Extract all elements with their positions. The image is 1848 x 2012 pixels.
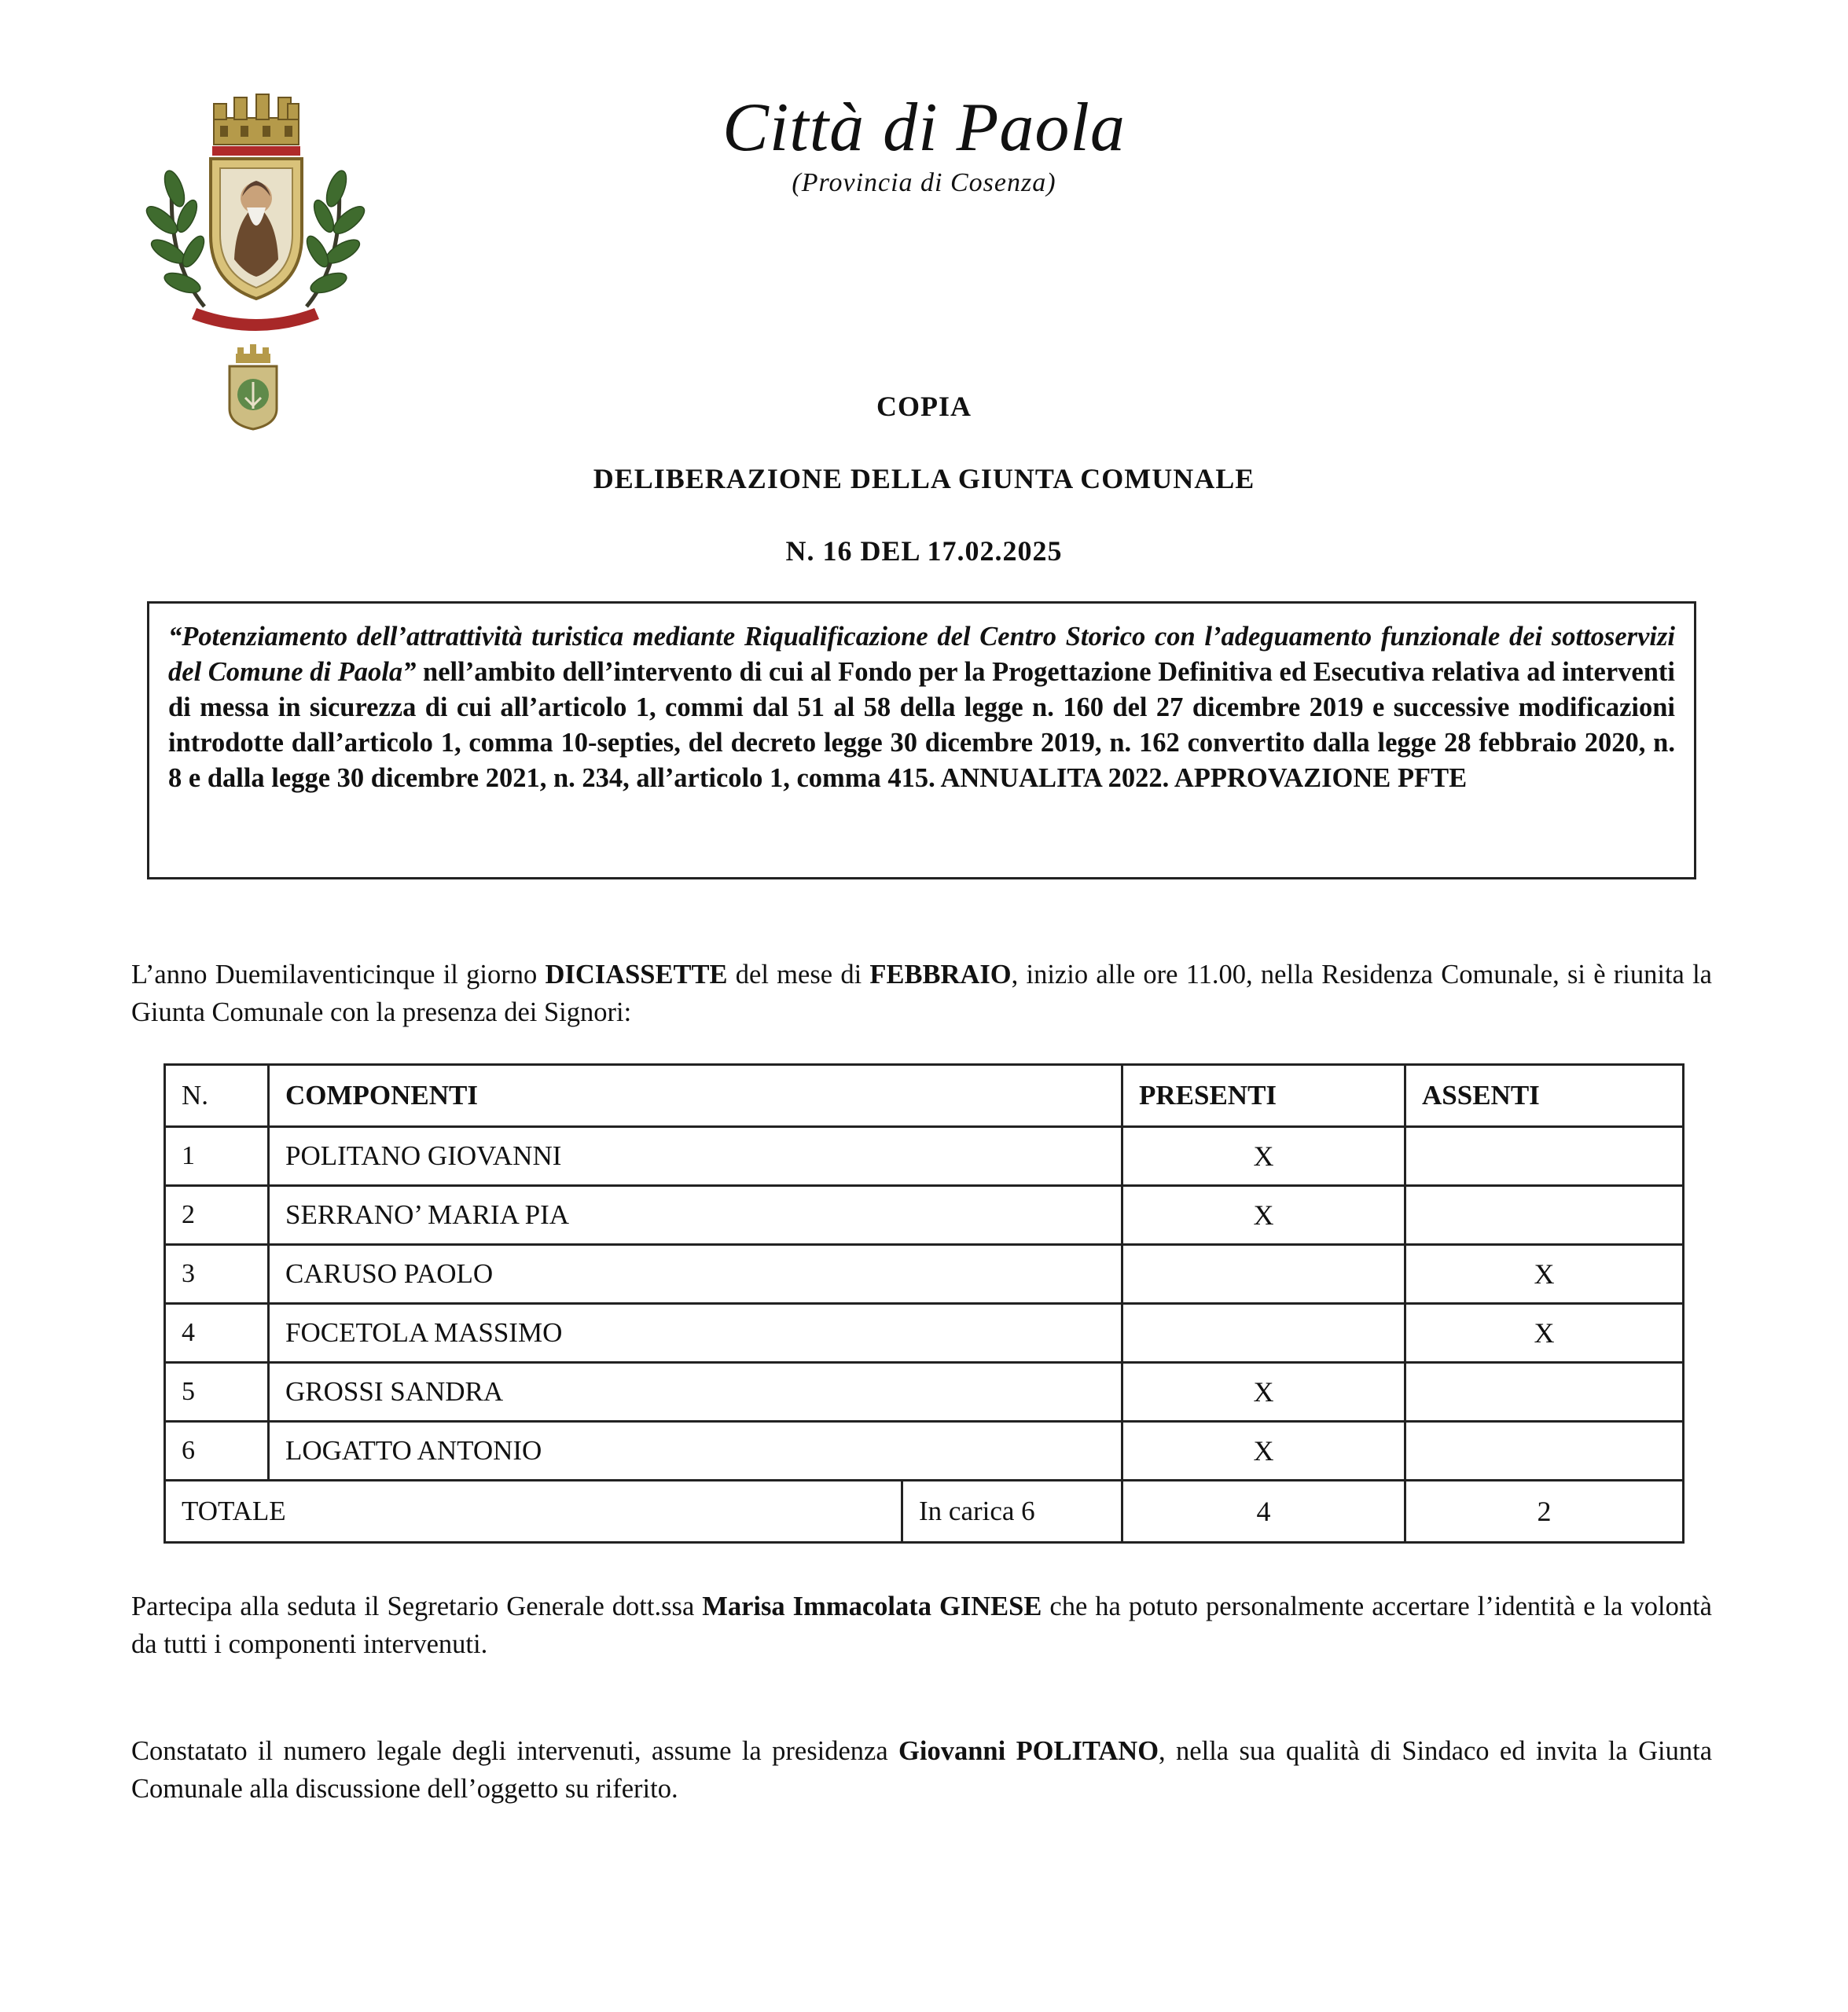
- quorum-paragraph: [131, 1732, 1712, 1808]
- table-row: [165, 1422, 1684, 1481]
- subject-text: [168, 619, 1675, 796]
- intro-text-1: L’anno Duemilaventicinque il giorno: [131, 960, 546, 989]
- row-number: 6: [165, 1422, 269, 1481]
- member-name: CARUSO PAOLO: [269, 1245, 1122, 1304]
- member-name: POLITANO GIOVANNI: [269, 1127, 1122, 1186]
- row-number: 4: [165, 1304, 269, 1363]
- participation-paragraph: [131, 1588, 1712, 1663]
- table-row: [165, 1186, 1684, 1245]
- secretary-name: Marisa Immacolata GINESE: [702, 1592, 1042, 1621]
- total-presenti: 4: [1122, 1481, 1405, 1543]
- row-number: 2: [165, 1186, 269, 1245]
- table-header-row: [165, 1065, 1684, 1127]
- meeting-day: DICIASSETTE: [545, 960, 728, 989]
- intro-text-2: del mese di: [727, 960, 870, 989]
- absent-mark: [1405, 1422, 1684, 1481]
- member-name: FOCETOLA MASSIMO: [269, 1304, 1122, 1363]
- absent-mark: [1405, 1186, 1684, 1245]
- table-row: [165, 1304, 1684, 1363]
- president-name: Giovanni POLITANO: [898, 1736, 1159, 1766]
- intro-paragraph: [131, 956, 1712, 1031]
- row-number: 3: [165, 1245, 269, 1304]
- absent-mark: X: [1405, 1304, 1684, 1363]
- member-name: SERRANO’ MARIA PIA: [269, 1186, 1122, 1245]
- header-n: N.: [165, 1065, 269, 1127]
- subject-italic-title: “Potenziamento dell’attrattività turistica mediante Riqualificazione del Centro Storico con l’adeguamento funzionale dei sottoservizi del Comune di Paola”: [168, 622, 1675, 687]
- header-assenti: ASSENTI: [1405, 1065, 1684, 1127]
- city-title: Città di Paola: [722, 90, 1126, 166]
- header-componenti: COMPONENTI: [269, 1065, 1122, 1127]
- row-number: 1: [165, 1127, 269, 1186]
- total-label: TOTALE: [165, 1481, 902, 1543]
- quorum-text-1: Constatato il numero legale degli intervenuti, assume la presidenza: [131, 1736, 899, 1766]
- province-subtitle: (Provincia di Cosenza): [792, 168, 1056, 197]
- subject-body: nell’ambito dell’intervento di cui al Fondo per la Progettazione Definitiva ed Esecutiva relativa ad interventi di messa in sicurezza di cui all’articolo 1, commi dal 51 al 58 della legge n. 160 del 27 dicembre 2019 e successive modificazioni introdotte dall’articolo 1, comma 10-septies, del decreto legge 30 dicembre 2019, n. 162 convertito dalla legge 28 febbraio 2020, n. 8 e dalla legge 30 dicembre 2021, n. 234, all’articolo 1, comma 415. ANNUALITA 2022. APPROVAZIONE PFTE: [168, 657, 1675, 793]
- present-mark: [1122, 1304, 1405, 1363]
- total-in-carica: In carica 6: [902, 1481, 1122, 1543]
- absent-mark: [1405, 1363, 1684, 1422]
- table-row: [165, 1245, 1684, 1304]
- member-name: LOGATTO ANTONIO: [269, 1422, 1122, 1481]
- total-assenti: 2: [1405, 1481, 1684, 1543]
- copy-label: COPIA: [876, 391, 972, 422]
- absent-mark: [1405, 1127, 1684, 1186]
- quorum-text-2: , nella sua qualità di Sindaco ed invita la Giunta Comunale alla discussione dell’oggetto su riferito.: [131, 1736, 1713, 1804]
- member-name: GROSSI SANDRA: [269, 1363, 1122, 1422]
- present-mark: X: [1122, 1363, 1405, 1422]
- row-number: 5: [165, 1363, 269, 1422]
- document-number: N. 16 DEL 17.02.2025: [785, 535, 1063, 567]
- table-row: [165, 1127, 1684, 1186]
- table-total-row: [165, 1481, 1684, 1543]
- present-mark: X: [1122, 1186, 1405, 1245]
- participation-text-2: che ha potuto personalmente accertare l’identità e la volontà da tutti i componenti intervenuti.: [131, 1592, 1712, 1659]
- present-mark: X: [1122, 1127, 1405, 1186]
- attendance-table: [163, 1063, 1685, 1544]
- participation-text-1: Partecipa alla seduta il Segretario Generale dott.ssa: [131, 1592, 703, 1621]
- intro-text-3: , inizio alle ore 11.00, nella Residenza Comunale, si è riunita la Giunta Comunale con la presenza dei Signori:: [131, 960, 1712, 1027]
- present-mark: X: [1122, 1422, 1405, 1481]
- table-row: [165, 1363, 1684, 1422]
- header-presenti: PRESENTI: [1122, 1065, 1405, 1127]
- meeting-month: FEBBRAIO: [869, 960, 1012, 989]
- absent-mark: X: [1405, 1245, 1684, 1304]
- present-mark: [1122, 1245, 1405, 1304]
- document-title: DELIBERAZIONE DELLA GIUNTA COMUNALE: [593, 463, 1255, 494]
- subject-box: [147, 601, 1696, 879]
